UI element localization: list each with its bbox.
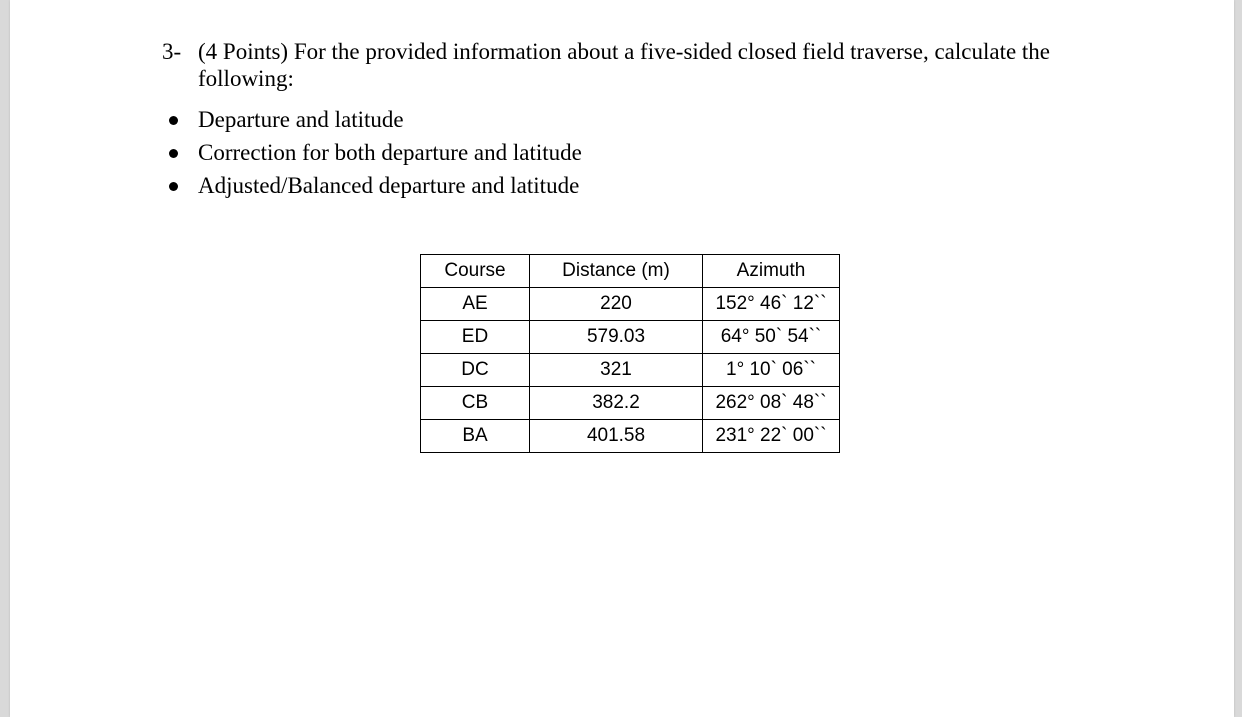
bullet-icon bbox=[169, 149, 178, 158]
cell-course: BA bbox=[421, 420, 530, 453]
table-row bbox=[421, 288, 840, 321]
header-distance: Distance (m) bbox=[530, 255, 703, 288]
cell-distance: 401.58 bbox=[530, 420, 703, 453]
question-text: (4 Points) For the provided information about a five-sided closed field traverse, calculate the following: bbox=[198, 39, 1051, 91]
table-row bbox=[421, 354, 840, 387]
table-row bbox=[421, 420, 840, 453]
bullet-icon bbox=[169, 182, 178, 191]
cell-distance: 321 bbox=[530, 354, 703, 387]
cell-azimuth: 262° 08` 48`` bbox=[703, 387, 840, 420]
cell-course: ED bbox=[421, 321, 530, 354]
document-page bbox=[10, 0, 1234, 717]
cell-azimuth: 231° 22` 00`` bbox=[703, 420, 840, 453]
table-header-row bbox=[421, 255, 840, 288]
cell-course: AE bbox=[421, 288, 530, 321]
traverse-table bbox=[420, 254, 840, 453]
task-item bbox=[162, 105, 582, 138]
table-row bbox=[421, 387, 840, 420]
cell-azimuth: 64° 50` 54`` bbox=[703, 321, 840, 354]
cell-course: DC bbox=[421, 354, 530, 387]
cell-course: CB bbox=[421, 387, 530, 420]
task-item bbox=[162, 171, 582, 204]
header-azimuth: Azimuth bbox=[703, 255, 840, 288]
task-item-label: Correction for both departure and latitude bbox=[198, 140, 582, 165]
task-list bbox=[162, 105, 582, 204]
cell-distance: 220 bbox=[530, 288, 703, 321]
cell-distance: 579.03 bbox=[530, 321, 703, 354]
task-item bbox=[162, 138, 582, 171]
question-number: 3- bbox=[162, 39, 182, 64]
cell-distance: 382.2 bbox=[530, 387, 703, 420]
header-course: Course bbox=[421, 255, 530, 288]
bullet-icon bbox=[169, 116, 178, 125]
task-item-label: Departure and latitude bbox=[198, 107, 404, 132]
task-item-label: Adjusted/Balanced departure and latitude bbox=[198, 173, 580, 198]
table-row bbox=[421, 321, 840, 354]
cell-azimuth: 152° 46` 12`` bbox=[703, 288, 840, 321]
cell-azimuth: 1° 10` 06`` bbox=[703, 354, 840, 387]
